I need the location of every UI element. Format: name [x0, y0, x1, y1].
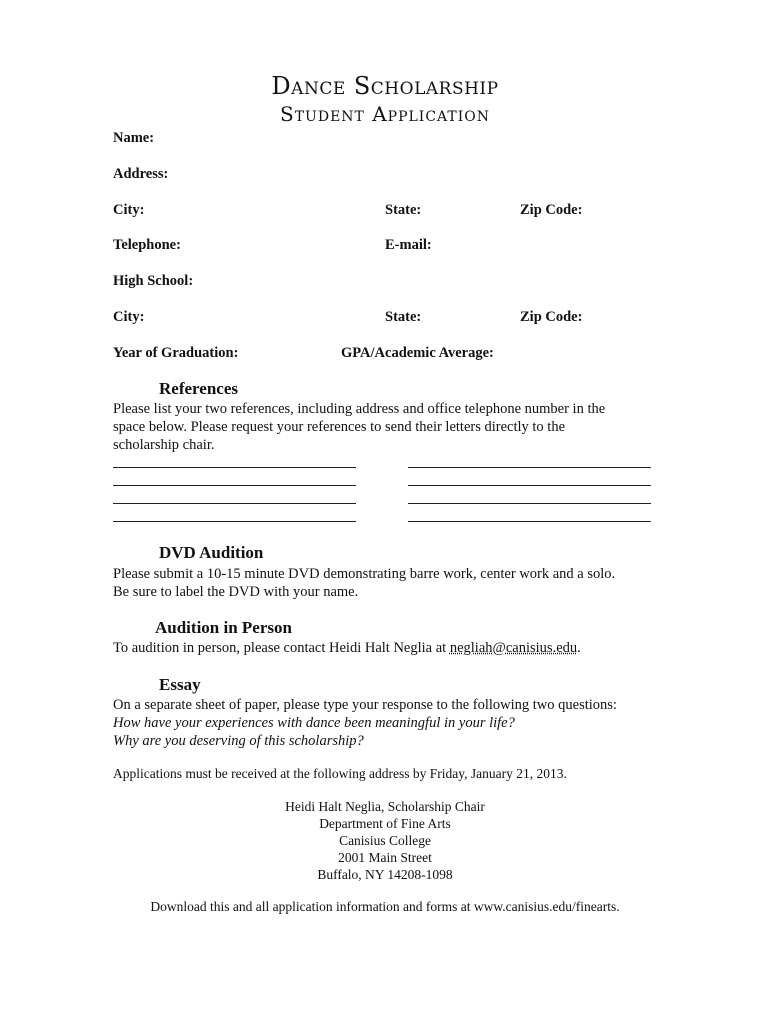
- mailing-address: [0, 798, 770, 883]
- in-person-text: To audition in person, please contact Heidi Halt Neglia at: [113, 640, 450, 656]
- gpa-label: GPA/Academic Average:: [341, 345, 494, 361]
- address-line: Canisius College: [339, 833, 431, 848]
- document-subtitle: Student Application: [280, 102, 490, 126]
- reference-2-line[interactable]: [408, 467, 651, 468]
- telephone-label: Telephone:: [113, 237, 181, 253]
- name-label: Name:: [113, 130, 155, 146]
- essay-question-1: How have your experiences with dance been meaningful in your life?: [113, 715, 515, 731]
- essay-heading: Essay: [159, 675, 201, 694]
- essay-intro: On a separate sheet of paper, please type your response to the following two questions:: [113, 697, 617, 713]
- email-label: E-mail:: [385, 237, 432, 253]
- address-line: Department of Fine Arts: [319, 816, 451, 831]
- reference-1-line[interactable]: [113, 467, 356, 468]
- city-label: City:: [113, 202, 145, 218]
- reference-1-line[interactable]: [113, 503, 356, 504]
- deadline-text: Applications must be received at the following address by Friday, January 21, 2013.: [113, 766, 567, 781]
- zip-code-label: Zip Code:: [520, 202, 583, 218]
- reference-2-line[interactable]: [408, 521, 651, 522]
- dvd-line: Please submit a 10-15 minute DVD demonstrating barre work, center work and a solo.: [113, 566, 616, 582]
- address-line: 2001 Main Street: [338, 850, 432, 865]
- high-school-label: High School:: [113, 273, 194, 289]
- address-line: Heidi Halt Neglia, Scholarship Chair: [285, 799, 485, 814]
- audition-in-person-heading: Audition in Person: [155, 618, 292, 637]
- reference-2-line[interactable]: [408, 503, 651, 504]
- address-line: Buffalo, NY 14208-1098: [317, 867, 453, 882]
- essay-text: [113, 696, 617, 750]
- year-of-graduation-label: Year of Graduation:: [113, 345, 239, 361]
- dvd-audition-heading: DVD Audition: [159, 543, 264, 562]
- reference-1-line[interactable]: [113, 485, 356, 486]
- address-label: Address:: [113, 166, 169, 182]
- essay-question-2: Why are you deserving of this scholarship?: [113, 733, 364, 749]
- references-instructions: [113, 400, 605, 454]
- in-person-period: .: [577, 640, 581, 656]
- school-state-label: State:: [385, 309, 422, 325]
- reference-2-line[interactable]: [408, 485, 651, 486]
- contact-email-link[interactable]: negliah@canisius.edu: [449, 640, 578, 656]
- document-title: Dance Scholarship: [271, 72, 499, 100]
- references-line: space below. Please request your references to send their letters directly to the: [113, 419, 566, 435]
- dvd-line: Be sure to label the DVD with your name.: [113, 584, 359, 600]
- download-note: Download this and all application information and forms at www.canisius.edu/finearts.: [150, 899, 620, 914]
- dvd-audition-text: [113, 565, 615, 601]
- references-heading: References: [159, 379, 238, 398]
- school-zip-code-label: Zip Code:: [520, 309, 583, 325]
- references-line: scholarship chair.: [113, 437, 215, 453]
- school-city-label: City:: [113, 309, 145, 325]
- audition-in-person-text: [113, 639, 581, 657]
- reference-1-line[interactable]: [113, 521, 356, 522]
- references-line: Please list your two references, including address and office telephone number in the: [113, 401, 606, 417]
- state-label: State:: [385, 202, 422, 218]
